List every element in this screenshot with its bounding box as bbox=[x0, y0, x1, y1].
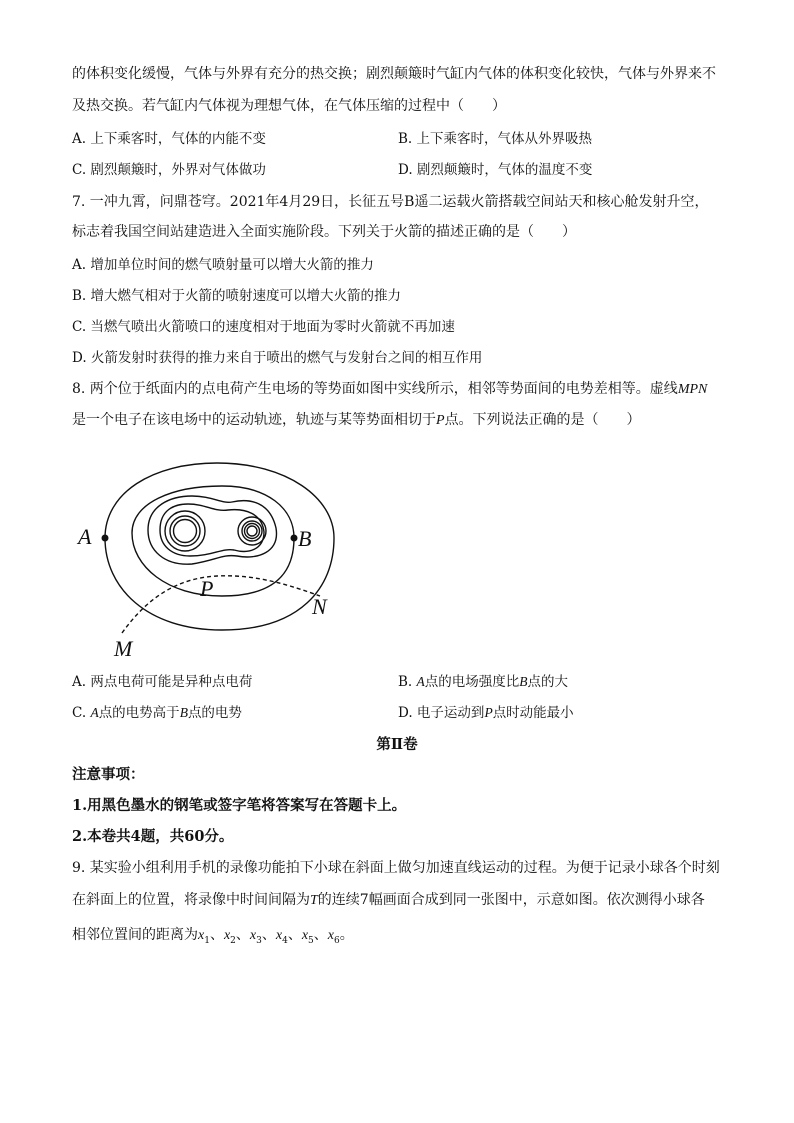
q8-option-b-post: 点的大 bbox=[527, 674, 569, 690]
q9-end-mark: 。 bbox=[339, 927, 354, 943]
q6-option-b: B. 上下乘客时，气体从外界吸热 bbox=[398, 131, 593, 147]
distance-var-x1: x bbox=[198, 928, 205, 943]
q8-option-c-prefix: C. bbox=[72, 705, 91, 721]
q8-option-b-var1: A bbox=[416, 674, 425, 689]
label-p: P bbox=[200, 576, 214, 601]
notice-title: 注意事项： bbox=[72, 766, 145, 783]
distance-sub-5: 5 bbox=[308, 935, 314, 946]
distance-var-x6: x bbox=[327, 928, 334, 943]
q7-option-a: A. 增加单位时间的燃气喷射量可以增大火箭的推力 bbox=[72, 257, 374, 273]
distance-separator: 、 bbox=[261, 927, 276, 943]
q8-option-c-post: 点的电势 bbox=[187, 705, 242, 721]
q9-text-line3-pre: 相邻位置间的距离为 bbox=[72, 927, 198, 943]
q9-var-t: T bbox=[310, 893, 318, 908]
q7-option-b: B. 增大燃气相对于火箭的喷射速度可以增大火箭的推力 bbox=[72, 288, 402, 304]
distance-sub-6: 6 bbox=[333, 935, 340, 946]
label-n: N bbox=[312, 594, 327, 619]
q8-option-d-post: 点时动能最小 bbox=[492, 705, 574, 721]
distance-var-x3: x bbox=[249, 928, 257, 943]
distance-sub-3: 3 bbox=[256, 935, 262, 946]
q9-text-line2-pre: 在斜面上的位置，将录像中时间间隔为 bbox=[72, 892, 310, 908]
q8-text-line1-main: 8. 两个位于纸面内的点电荷产生电场的等势面如图中实线所示，相邻等势面间的电势差相等。虚线 bbox=[72, 381, 678, 397]
section-title: 第Ⅱ卷 bbox=[376, 736, 418, 753]
q6-text-line1: 的体积变化缓慢，气体与外界有充分的热交换；剧烈颠簸时气缸内气体的体积变化较快，气体与外界来不 bbox=[72, 66, 716, 82]
q8-option-b-var2: B bbox=[519, 674, 528, 689]
distance-separator: 、 bbox=[235, 927, 250, 943]
label-b: B bbox=[298, 526, 312, 551]
distance-sub-1: 1 bbox=[204, 935, 210, 946]
q8-option-d-prefix: D. 电子运动到 bbox=[398, 705, 485, 721]
q8-text-line1 bbox=[72, 379, 734, 400]
label-m: M bbox=[114, 636, 133, 661]
left-charge-ring-3 bbox=[174, 520, 197, 543]
distance-var-x5: x bbox=[301, 928, 309, 943]
distance-separator: 、 bbox=[313, 927, 328, 943]
q7-text-line1: 7. 一冲九霄，问鼎苍穹。2021年4月29日，长征五号B遥二运载火箭搭载空间站天和核心舱发射升空， bbox=[72, 194, 709, 210]
q8-text-line2-pre: 是一个电子在该电场中的运动轨迹，轨迹与某等势面相切于 bbox=[72, 412, 436, 428]
q8-option-c-var2: B bbox=[179, 705, 188, 720]
q8-var-p: P bbox=[436, 413, 445, 428]
q8-option-c-mid: 点的电势高于 bbox=[98, 705, 180, 721]
distance-sub-4: 4 bbox=[282, 935, 288, 946]
q7-option-d: D. 火箭发射时获得的推力来自于喷出的燃气与发射台之间的相互作用 bbox=[72, 350, 483, 366]
distance-var-x2: x bbox=[223, 928, 231, 943]
q6-option-c: C. 剧烈颠簸时，外界对气体做功 bbox=[72, 162, 266, 178]
label-a: A bbox=[78, 524, 92, 549]
q8-text-line2-post: 点。下列说法正确的是（ ） bbox=[444, 412, 641, 428]
q8-option-b-mid: 点的电场强度比 bbox=[424, 674, 520, 690]
q8-option-b bbox=[398, 672, 568, 692]
q6-option-a: A. 上下乘客时，气体的内能不变 bbox=[72, 131, 266, 147]
distance-separator: 、 bbox=[287, 927, 302, 943]
equipotential-diagram bbox=[72, 438, 372, 666]
q8-option-d bbox=[398, 703, 574, 723]
q7-text-line2: 标志着我国空间站建造进入全面实施阶段。下列关于火箭的描述正确的是（ ） bbox=[72, 224, 576, 240]
distance-sub-2: 2 bbox=[230, 935, 236, 946]
q8-option-c bbox=[72, 703, 242, 723]
q9-text-line2 bbox=[72, 890, 734, 911]
distance-list bbox=[198, 927, 340, 946]
notice-item-1: 1.用黑色墨水的钢笔或签字笔将答案写在答题卡上。 bbox=[72, 797, 407, 814]
q6-text-line2: 及热交换。若气缸内气体视为理想气体，在气体压缩的过程中（ ） bbox=[72, 98, 506, 114]
q8-option-c-var1: A bbox=[90, 705, 99, 720]
point-a-dot bbox=[102, 535, 109, 542]
q8-option-d-var: P bbox=[484, 705, 493, 720]
q9-text-line2-post: 的连续7幅画面合成到同一张图中，示意如图。依次测得小球各 bbox=[317, 892, 705, 908]
distance-separator: 、 bbox=[209, 927, 224, 943]
q6-option-d: D. 剧烈颠簸时，气体的温度不变 bbox=[398, 162, 593, 178]
q8-option-a: A. 两点电荷可能是异种点电荷 bbox=[72, 674, 253, 690]
left-charge-ring-1 bbox=[165, 511, 205, 551]
trajectory-mpn bbox=[122, 576, 320, 633]
q8-option-b-prefix: B. bbox=[398, 674, 417, 690]
q7-option-c: C. 当燃气喷出火箭喷口的速度相对于地面为零时火箭就不再加速 bbox=[72, 319, 455, 335]
q9-text-line1: 9. 某实验小组利用手机的录像功能拍下小球在斜面上做匀加速直线运动的过程。为便于记录小球各个时刻 bbox=[72, 860, 720, 876]
q9-text-line3 bbox=[72, 925, 734, 951]
right-charge-ring-4 bbox=[247, 526, 257, 536]
notice-item-2: 2.本卷共4题，共60分。 bbox=[72, 828, 234, 845]
distance-var-x4: x bbox=[275, 928, 283, 943]
q8-text-line2 bbox=[72, 410, 734, 431]
q8-var-mpn: MPN bbox=[677, 382, 708, 397]
point-b-dot bbox=[291, 535, 298, 542]
left-charge-ring-2 bbox=[170, 516, 200, 546]
